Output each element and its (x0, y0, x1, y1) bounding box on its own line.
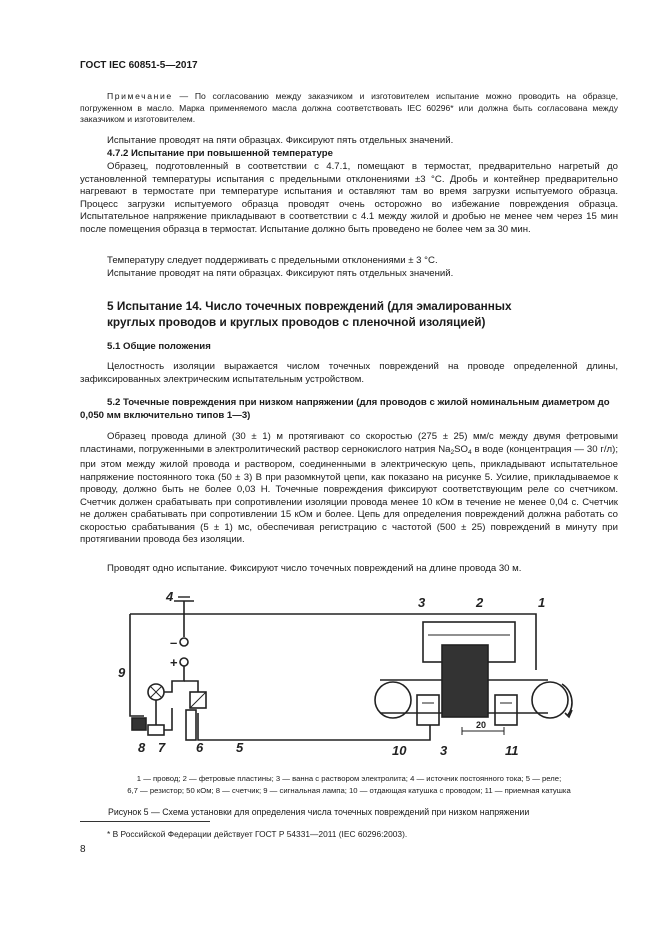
figure-label-6: 6 (196, 740, 204, 755)
figure-5-schematic (110, 585, 590, 770)
note-text: — По согласованию между заказчиком и изготовителем испытание можно проводить на образце, погруженном в масло. Марка применяемого масла должна соответствовать IEC 60296* или должна быть согласована между заказчиком и изготовителем. (80, 91, 618, 125)
document-code: ГОСТ IEC 60851-5—2017 (80, 60, 198, 71)
footnote: * В Российской Федерации действует ГОСТ Р 54331—2011 (IEC 60296:2003). (107, 829, 408, 839)
figure-label-8: 8 (138, 740, 146, 755)
lower-holder-left (417, 695, 439, 725)
figure-label-3-top: 3 (418, 595, 426, 610)
figure-label-4: 4 (166, 589, 174, 604)
s472-paragraph-3: Испытание проводят на пяти образцах. Фиксируют пять отдельных значений. (107, 268, 454, 279)
section-52-heading: 5.2 Точечные повреждения при низком напряжении (для проводов с жилой номинальным диаметром до 0,050 мм включительно типов 1—3) (80, 397, 610, 421)
note-paragraph (80, 91, 618, 126)
s472-paragraph-1: Образец, подготовленный в соответствии с 4.7.1, помещают в термостат, предварительно нагретый до установленной температуры испытания с предельными отклонениями ±3 °С. Дробь и контейнер предварительно нагревают в термостате при температуре испытания и оставляют там во время загрузки испытуемого образца. Процесс загрузки испытуемого образца проводят очень осторожно во избежание повреждения образца. Испытательное напряжение прикладывают в соответствии с 4.1 между жилой и дробью не менее чем через 15 мин после помещения образца в термостат. Испытание должно быть проведено не более чем за 30 мин. (80, 161, 618, 235)
s472-paragraph-2: Температуру следует поддерживать с предельными отклонениями ± 3 °С. (107, 255, 438, 266)
bath-return-wire (198, 713, 430, 740)
s52-p1-part-c: в воде (концентрация — 30 г/л); при этом между жилой провода и раствором, соединенными в электрическую цепь, прикладывают испытательное напряжение постоянного тока (50 ± 3) В при разомкнутой цепи, как показано на рисунке 5. Усилие, прикладываемое к проводу, должно быть не более 0,03 Н. Точечные повреждения фиксируют соответствующим реле со счетчиком. Счетчик должен срабатывать при сопротивлении изоляции провода менее 10 кОм в течение не менее 0,04 с. Счетчик не должен срабатывать при сопротивлении 15 кОм и более. Цепь для определения повреждений должна работать со скоростью срабатывания (5 ± 1) мс, обеспечивая регистрацию с частотой (500 ± 25) повреждений в минуту при протягивании провода без изоляции. (80, 443, 618, 545)
s52-p1-part-b: SO (454, 443, 468, 455)
figure-label-minus: – (170, 635, 178, 650)
footnote-divider (80, 821, 210, 822)
s471-test-text: Испытание проводят на пяти образцах. Фиксируют пять отдельных значений. (107, 135, 454, 146)
resistor-7 (148, 725, 164, 735)
figure-label-5: 5 (236, 740, 244, 755)
s52-p1-part-a: Образец провода длиной (30 ± 1) м протягивают со скоростью (275 ± 25) мм/с между двумя фетровыми пластинами, погруженными в электролитический раствор сернокислого натрия Na (80, 431, 618, 455)
figure-label-3-bottom: 3 (440, 743, 448, 758)
page-number: 8 (80, 844, 86, 855)
section-472-heading: 4.7.2 Испытание при повышенной температуре (107, 148, 333, 159)
figure-dimension-20: 20 (476, 720, 487, 730)
section-5-heading-line2: круглых проводов и круглых проводов с пленочной изоляцией) (107, 315, 486, 329)
figure-label-plus: + (170, 655, 178, 670)
dc-source-4-terminal-plus (180, 658, 188, 666)
figure-legend-line1: 1 — провод; 2 — фетровые пластины; 3 — ванна с раствором электролита; 4 — источник постоянного тока; 5 — реле; (136, 774, 562, 783)
section-5-heading-line1: 5 Испытание 14. Число точечных повреждений (для эмалированных (107, 299, 512, 313)
s52-p1-sub-1: 2 (450, 448, 455, 456)
lower-holder-right (495, 695, 517, 725)
figure-label-10: 10 (392, 743, 407, 758)
figure-label-11: 11 (505, 743, 519, 758)
frame-left-wire (130, 614, 144, 716)
takeup-reel-11 (532, 682, 568, 718)
section-51-heading: 5.1 Общие положения (107, 341, 211, 352)
counter-8 (132, 718, 146, 730)
figure-label-9: 9 (118, 665, 126, 680)
relay-wire (184, 681, 198, 692)
s52-paragraph-1 (80, 431, 618, 547)
figure-title: Рисунок 5 — Схема установки для определения числа точечных повреждений при низком напряжении (108, 807, 530, 817)
dc-source-4-terminal-minus (180, 638, 188, 646)
s51-text: Целостность изоляции выражается числом точечных повреждений на проводе определенной длины, зафиксированных электрическим испытательным устройством. (80, 361, 618, 385)
felt-pads-2 (442, 645, 488, 717)
figure-legend-line2: 6,7 — резистор; 50 кОм; 8 — счетчик; 9 — сигнальная лампа; 10 — отдающая катушка с проводом; 11 — приемная катушка (127, 786, 571, 795)
s52-paragraph-2: Проводят одно испытание. Фиксируют число точечных повреждений на длине провода 30 м. (107, 563, 522, 574)
resistor-6 (186, 710, 196, 740)
figure-label-1: 1 (538, 595, 546, 610)
s52-p1-sub-2: 4 (467, 448, 472, 456)
figure-label-2: 2 (476, 595, 484, 610)
figure-label-7: 7 (158, 740, 166, 755)
note-label: Примечание (107, 91, 173, 101)
